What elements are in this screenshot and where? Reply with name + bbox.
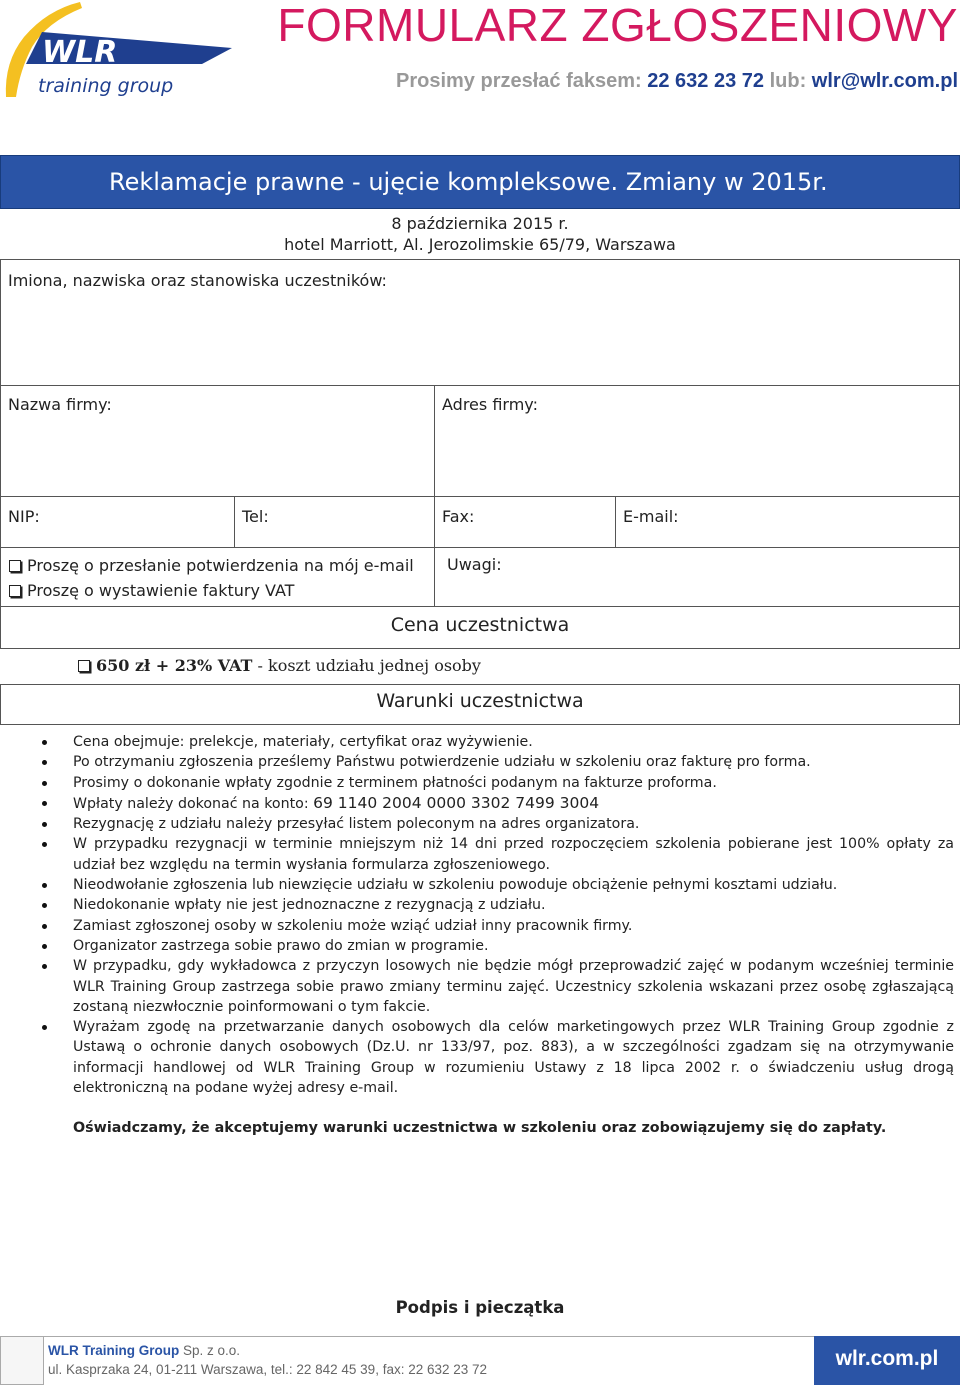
price-option[interactable]: [78, 656, 481, 675]
notes-label: Uwagi:: [447, 555, 502, 574]
fax-instruction: [396, 70, 958, 93]
condition-item: Organizator zastrzega sobie prawo do zmian w programie.: [42, 936, 954, 956]
company-name-label: Nazwa firmy:: [8, 395, 112, 414]
footer-contact: [44, 1336, 814, 1385]
confirm-option[interactable]: [9, 556, 414, 575]
wlr-logo-icon: [2, 2, 237, 102]
fax-label: Fax:: [442, 507, 475, 526]
event-title: Reklamacje prawne - ujęcie kompleksowe. Zmiany w 2015r.: [109, 168, 828, 196]
options-box: [0, 547, 435, 607]
footer-company: [48, 1343, 240, 1358]
price-description: - koszt udziału jednej osoby: [252, 656, 481, 675]
event-place: hotel Marriott, Al. Jerozolimskie 65/79, Warszawa: [284, 235, 676, 254]
company-name-field[interactable]: [0, 385, 435, 497]
price-amount: 650 zł + 23% VAT: [96, 656, 253, 675]
condition-item: Cena obejmuje: prelekcje, materiały, certyfikat oraz wyżywienie.: [42, 732, 954, 752]
fax-or: lub:: [764, 70, 812, 92]
contact-email[interactable]: wlr@wlr.com.pl: [811, 70, 958, 92]
footer-company-name: WLR Training Group: [48, 1343, 180, 1358]
condition-item: W przypadku rezygnacji w terminie mniejszym niż 14 dni przed rozpoczęciem szkolenia pobierane jest 100% opłaty za udział bez względu na termin wysłania formularza zgłoszeniowego.: [42, 834, 954, 875]
company-address-field[interactable]: [434, 385, 960, 497]
footer-company-suffix: Sp. z o.o.: [179, 1343, 241, 1358]
nip-field[interactable]: [0, 496, 235, 548]
condition-item: W przypadku, gdy wykładowca z przyczyn losowych nie będzie mógł przeprowadzić zajęć w podanym wcześniej terminie WLR Training Group zastrzega sobie prawo zmiany terminu zajęć. Uczestnicy szkolenia wskazani przez osobę zgłaszającą zostaną niezwłocznie poinformowani o tym fakcie.: [42, 956, 954, 1017]
email-field[interactable]: [615, 496, 960, 548]
condition-item: Niedokonanie wpłaty nie jest jednoznaczne z rezygnacją z udziału.: [42, 895, 954, 915]
invoice-checkbox[interactable]: [9, 585, 21, 597]
conditions-list: [42, 732, 954, 1098]
condition-item: Po otrzymaniu zgłoszenia prześlemy Państwu potwierdzenie udziału w szkoleniu oraz fakturę pro forma.: [42, 752, 954, 772]
logo-text: WLR: [42, 35, 118, 70]
event-banner: [0, 155, 960, 209]
logo-subtext: training group: [38, 75, 174, 97]
price-heading-box: [0, 606, 960, 649]
signature-label: Podpis i pieczątka: [395, 1298, 565, 1317]
fax-number: 22 632 23 72: [647, 70, 765, 92]
fax-prefix: Prosimy przesłać faksem:: [396, 70, 648, 92]
invoice-option[interactable]: [9, 581, 294, 600]
footer-corner: [0, 1336, 44, 1385]
form-title: FORMULARZ ZGŁOSZENIOWY: [277, 0, 958, 51]
footer-website[interactable]: wlr.com.pl: [814, 1336, 960, 1385]
condition-item: Nieodwołanie zgłoszenia lub niewzięcie udziału w szkoleniu powoduje obciążenie pełnymi kosztami udziału.: [42, 875, 954, 895]
wlr-logo: [2, 2, 237, 102]
condition-item: Prosimy o dokonanie wpłaty zgodnie z terminem płatności podanym na fakturze proforma.: [42, 773, 954, 793]
condition-item: Wyrażam zgodę na przetwarzanie danych osobowych dla celów marketingowych przez WLR Training Group zgodnie z Ustawą o ochronie danych osobowych (Dz.U. nr 133/97, poz. 883), a w szczególności zgadzam się na otrzymywanie informacji handlowej od WLR Training Group w rozumieniu Ustawy z 18 lipca 2002 r. o świadczeniu usług drogą elektroniczną na podane wyżej adresy e-mail.: [42, 1017, 954, 1098]
tel-label: Tel:: [242, 507, 269, 526]
condition-item: Zamiast zgłoszonej osoby w szkoleniu może wziąć udział inny pracownik firmy.: [42, 916, 954, 936]
conditions-heading: Warunki uczestnictwa: [376, 690, 584, 712]
confirm-label: Proszę o przesłanie potwierdzenia na mój e-mail: [27, 556, 414, 575]
confirm-checkbox[interactable]: [9, 560, 21, 572]
nip-label: NIP:: [8, 507, 40, 526]
email-label: E-mail:: [623, 507, 679, 526]
notes-field[interactable]: [434, 547, 960, 607]
invoice-label: Proszę o wystawienie faktury VAT: [27, 581, 295, 600]
declaration: Oświadczamy, że akceptujemy warunki uczestnictwa w szkoleniu oraz zobowiązujemy się do zapłaty.: [73, 1120, 887, 1136]
event-date: 8 października 2015 r.: [391, 214, 569, 233]
tel-field[interactable]: [234, 496, 435, 548]
conditions-heading-box: [0, 684, 960, 725]
participants-label: Imiona, nazwiska oraz stanowiska uczestników:: [8, 271, 387, 290]
fax-field[interactable]: [434, 496, 616, 548]
company-address-label: Adres firmy:: [442, 395, 538, 414]
account-number: 69 1140 2004 0000 3302 7499 3004: [313, 793, 600, 812]
footer: [0, 1336, 960, 1385]
account-label: Wpłaty należy dokonać na konto:: [73, 795, 314, 812]
condition-item: Rezygnację z udziału należy przesyłać listem poleconym na adres organizatora.: [42, 814, 954, 834]
price-checkbox[interactable]: [78, 660, 90, 672]
participants-field[interactable]: [0, 259, 960, 386]
condition-item: [42, 793, 954, 814]
footer-address: ul. Kasprzaka 24, 01-211 Warszawa, tel.: 22 842 45 39, fax: 22 632 23 72: [48, 1362, 488, 1377]
price-heading: Cena uczestnictwa: [390, 614, 570, 636]
